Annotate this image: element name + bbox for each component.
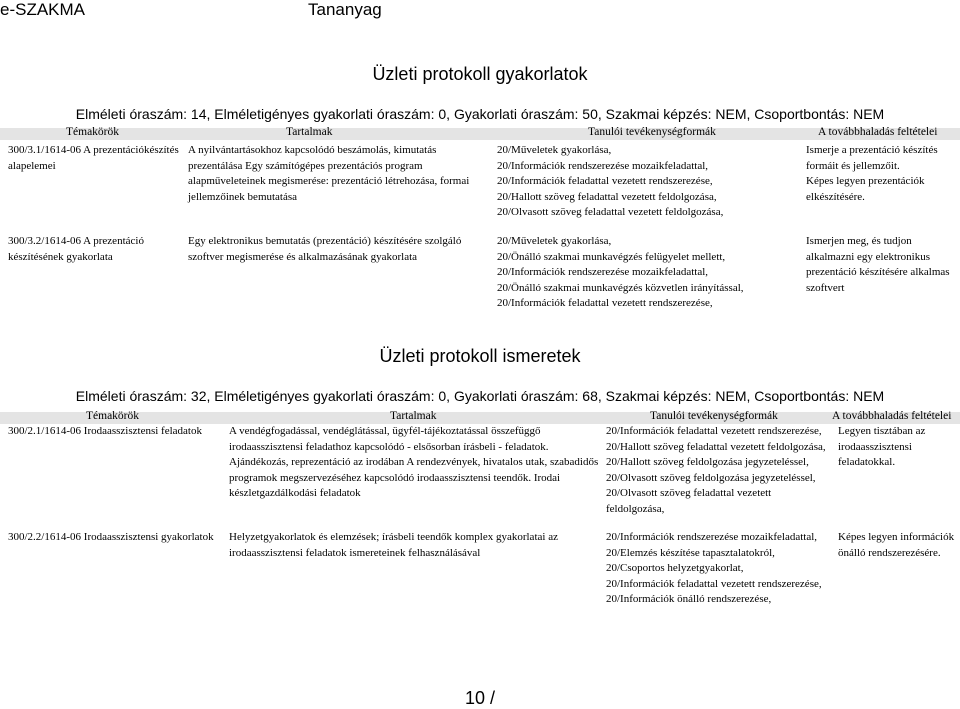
column-header-conditions: A továbbhaladás feltételei <box>818 126 938 138</box>
app-title: e-SZAKMA <box>0 0 86 19</box>
condition-line: prezentáció készítésére alkalmas <box>806 266 950 278</box>
activities-cell <box>497 234 744 312</box>
conditions-cell <box>838 530 954 561</box>
activity-line: 20/Olvasott szöveg feldolgozása jegyzeteléssel, <box>606 471 816 484</box>
content-line: készletgazdálkodási feladatok <box>229 487 361 499</box>
content-line: irodaasszisztensi feladathoz kapcsolódó - elsősorban írásbeli - feladatok. <box>229 440 549 453</box>
column-header-topics: Témakörök <box>86 410 140 422</box>
activity-line: 20/Információk feladattal vezetett rendszerezése, <box>497 175 713 187</box>
topic-line: készítésének gyakorlata <box>8 250 113 263</box>
topic-cell <box>8 424 202 440</box>
activity-line: 20/Információk rendszerezése mozaikfeladattal, <box>497 159 709 172</box>
hours-summary: Elméleti óraszám: 14, Elméletigényes gyakorlati óraszám: 0, Gyakorlati óraszám: 50, Szakmai képzés: NEM, Csoportbontás: NEM <box>75 106 885 122</box>
column-header-activities: Tanulói tevékenységformák <box>588 126 716 138</box>
condition-line: Ismerjen meg, és tudjon <box>806 235 912 247</box>
content-line: programok megszervezéséhez kapcsolódó irodaasszisztensi teendők. Irodai <box>229 471 561 484</box>
section-heading: Üzleti protokoll ismeretek <box>379 346 581 366</box>
topic-line: 300/2.1/1614-06 Irodaasszisztensi feladatok <box>8 425 202 437</box>
topic-line: 300/3.1/1614-06 A prezentációkészítés <box>8 144 179 156</box>
activity-line: 20/Információk feladattal vezetett rendszerezése, <box>497 297 713 309</box>
column-header-contents: Tartalmak <box>286 126 333 138</box>
condition-line: önálló rendszerezésére. <box>838 546 941 559</box>
content-cell <box>229 530 558 561</box>
content-line: irodaasszisztensi feladatok ismereteinek felhasználásával <box>229 546 481 559</box>
topic-cell <box>8 234 144 265</box>
column-header-activities: Tanulói tevékenységformák <box>650 410 778 422</box>
activity-line: 20/Információk feladattal vezetett rendszerezése, <box>606 577 822 590</box>
section-title: Tananyag <box>308 0 382 19</box>
condition-line: Képes legyen információk <box>838 531 955 543</box>
topic-cell <box>8 530 214 546</box>
table-header-band <box>0 412 960 424</box>
condition-line: szoftvert <box>806 281 845 294</box>
activity-line: 20/Hallott szöveg feldolgozása jegyzeteléssel, <box>606 456 809 468</box>
activities-cell <box>606 424 826 517</box>
activity-line: 20/Információk rendszerezése mozaikfeladattal, <box>606 531 818 543</box>
activity-line: 20/Hallott szöveg feladattal vezetett feldolgozása, <box>606 440 826 453</box>
column-header-contents: Tartalmak <box>390 410 437 422</box>
hours-summary: Elméleti óraszám: 32, Elméletigényes gyakorlati óraszám: 0, Gyakorlati óraszám: 68, Szakmai képzés: NEM, Csoportbontás: NEM <box>75 388 885 404</box>
section-heading: Üzleti protokoll gyakorlatok <box>372 64 588 84</box>
column-header-conditions: A továbbhaladás feltételei <box>832 410 952 422</box>
content-line: Egy elektronikus bemutatás (prezentáció) készítésére szolgáló <box>188 235 462 247</box>
activity-line: 20/Információk feladattal vezetett rendszerezése, <box>606 425 822 437</box>
conditions-cell <box>838 424 925 471</box>
content-line: A nyilvántartásokhoz kapcsolódó beszámolás, kimutatás <box>188 144 437 156</box>
condition-line: Ismerje a prezentáció készítés <box>806 144 938 156</box>
content-line: Ajándékozás, reprezentáció az irodában A rendezvények, hivatalos utak, szabadidős <box>229 456 599 468</box>
content-line: jellemzőinek bemutatása <box>188 190 298 203</box>
activity-line: 20/Műveletek gyakorlása, <box>497 144 612 156</box>
condition-line: formáit és jellemzőit. <box>806 159 900 172</box>
activity-line: 20/Önálló szakmai munkavégzés felügyelet mellett, <box>497 250 726 263</box>
table-header-band <box>0 128 960 140</box>
conditions-cell <box>806 143 938 205</box>
content-cell <box>188 234 461 265</box>
activity-line: 20/Műveletek gyakorlása, <box>497 235 612 247</box>
content-line: prezentálása Egy számítógépes prezentációs program <box>188 159 423 172</box>
activities-cell <box>497 143 723 221</box>
content-cell <box>188 143 469 205</box>
topic-cell <box>8 143 179 174</box>
content-line: szoftver megismerése és alkalmazásának gyakorlata <box>188 250 418 263</box>
content-cell <box>229 424 598 502</box>
content-line: alapműveleteinek megismerése: prezentáció létrehozása, formai <box>188 175 470 187</box>
activity-line: 20/Önálló szakmai munkavégzés közvetlen irányítással, <box>497 281 744 294</box>
topic-line: alapelemei <box>8 159 56 172</box>
content-line: A vendégfogadással, vendéglátással, ügyfél-tájékoztatással összefüggő <box>229 425 541 437</box>
activity-line: 20/Információk önálló rendszerezése, <box>606 593 772 605</box>
condition-line: alkalmazni egy elektronikus <box>806 250 931 263</box>
condition-line: irodaasszisztensi <box>838 440 912 453</box>
activity-line: 20/Olvasott szöveg feladattal vezetett <box>606 487 772 499</box>
condition-line: elkészítésére. <box>806 190 865 203</box>
topic-line: 300/3.2/1614-06 A prezentáció <box>8 235 144 247</box>
activity-line: feldolgozása, <box>606 502 665 515</box>
activities-cell <box>606 530 822 608</box>
condition-line: feladatokkal. <box>838 456 896 468</box>
conditions-cell <box>806 234 950 296</box>
topic-line: 300/2.2/1614-06 Irodaasszisztensi gyakorlatok <box>8 531 214 543</box>
activity-line: 20/Elemzés készítése tapasztalatokról, <box>606 546 775 559</box>
page-number: 10 / <box>464 688 496 708</box>
condition-line: Képes legyen prezentációk <box>806 175 925 187</box>
activity-line: 20/Csoportos helyzetgyakorlat, <box>606 562 744 574</box>
column-header-topics: Témakörök <box>66 126 120 138</box>
content-line: Helyzetgyakorlatok és elemzések; írásbeli teendők komplex gyakorlatai az <box>229 531 558 543</box>
activity-line: 20/Információk rendszerezése mozaikfeladattal, <box>497 266 709 278</box>
activity-line: 20/Hallott szöveg feladattal vezetett feldolgozása, <box>497 190 717 203</box>
condition-line: Legyen tisztában az <box>838 425 926 437</box>
activity-line: 20/Olvasott szöveg feladattal vezetett feldolgozása, <box>497 206 724 218</box>
